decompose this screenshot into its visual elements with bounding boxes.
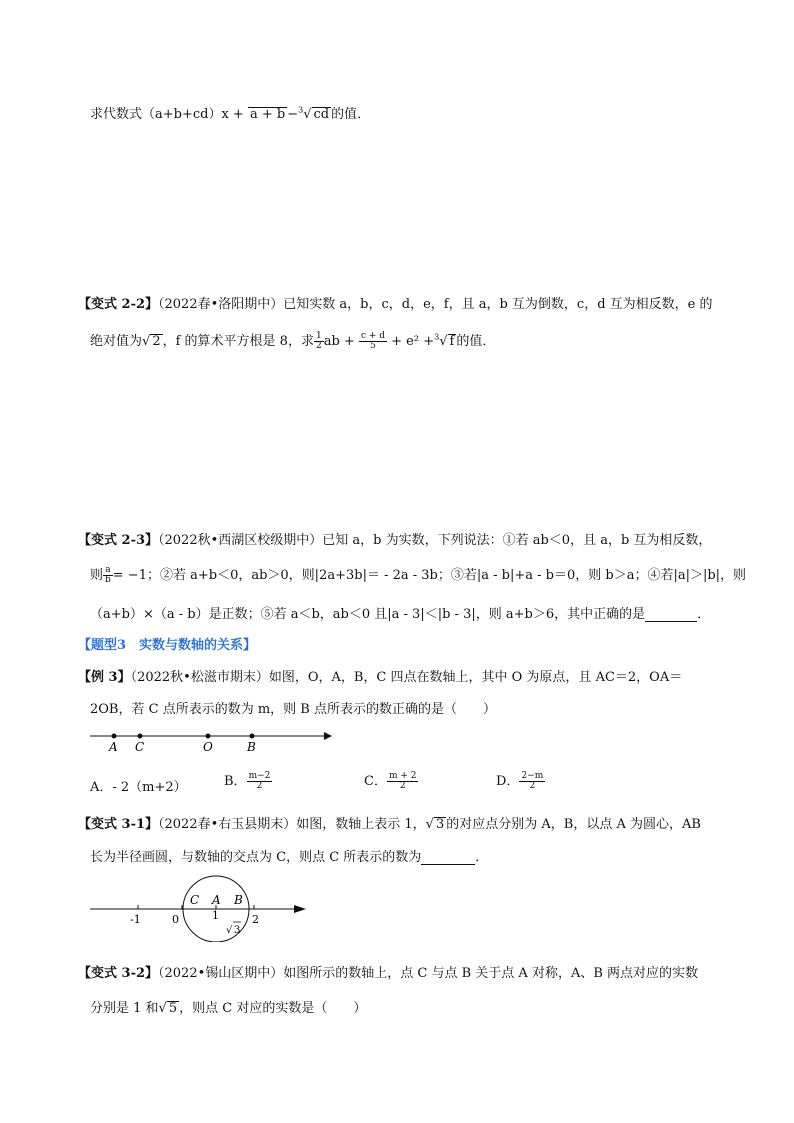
variant-3-2-line2 xyxy=(90,997,366,1016)
option-c-fraction xyxy=(387,772,419,791)
option-letter: B． xyxy=(224,774,247,789)
answer-blank[interactable] xyxy=(421,852,475,865)
option-d[interactable] xyxy=(496,770,545,791)
cube-root-cd: cd xyxy=(313,107,330,122)
option-c[interactable] xyxy=(364,770,418,791)
label-c: C xyxy=(190,893,200,907)
variant-3-2-text1: （2022•锡山区期中）如图所示的数轴上，点 C 与点 B 关于点 A 对称，A、B 两点对应的实数 xyxy=(158,966,699,981)
variant-2-2-line1 xyxy=(78,293,712,312)
numerator: m + 2 xyxy=(388,771,417,781)
radical-sign: √ xyxy=(158,1001,167,1016)
option-d-fraction xyxy=(519,772,545,791)
numerator: a xyxy=(103,566,113,576)
label-b: B xyxy=(247,740,256,754)
point-c xyxy=(138,734,143,739)
sqrt-a-plus-b: a + b xyxy=(249,107,286,122)
example-3-line2 xyxy=(90,698,496,717)
text-segment: + e² + xyxy=(391,334,435,349)
denominator: 2 xyxy=(315,341,322,351)
section-heading-3: 【题型3 实数与数轴的关系】 xyxy=(78,638,257,653)
text-segment: 绝对值为 xyxy=(90,334,143,349)
axis-arrow xyxy=(324,732,332,740)
denominator: 2 xyxy=(529,781,536,791)
radical-sign: √ xyxy=(303,107,312,122)
text-segment: 则 xyxy=(90,568,104,583)
text-segment: 的值． xyxy=(456,334,496,349)
expression-prefix: 求代数式（a+b+cd）x + xyxy=(90,107,244,122)
option-b-fraction xyxy=(247,772,273,791)
text-segment: ． xyxy=(697,607,711,622)
option-letter: A． xyxy=(90,780,113,795)
axis-arrow xyxy=(294,905,306,913)
tick-label-0: 0 xyxy=(172,913,179,926)
option-letter: C． xyxy=(364,774,387,789)
example-3-line1 xyxy=(78,666,682,685)
example-3-tag: 【例 3】 xyxy=(78,670,131,685)
radical-sign: √ xyxy=(439,334,448,349)
radical-sign: √ xyxy=(142,334,151,349)
text-segment: 2OB，若 C 点所表示的数为 m，则 B 点所表示的数正确的是（ ） xyxy=(90,702,496,717)
text-segment: = −1；②若 a+b＜0，ab＞0，则|2a+3b|＝ - 2a - 3b；③若|a - b|+a - b＝0，则 b＞a；④若|a|＞|b|，则 xyxy=(112,568,747,583)
variant-2-3-line1 xyxy=(78,529,711,548)
text-segment: （a+b）×（a - b）是正数；⑤若 a＜b，ab＜0 且|a - 3|＜|b - 3|，则 a+b＞6，其中正确的是 xyxy=(90,607,646,622)
text-segment: 长为半径画圆，与数轴的交点为 C，则点 C 所表示的数为 xyxy=(90,850,422,865)
denominator: b xyxy=(105,575,111,585)
label-b: B xyxy=(234,893,243,907)
variant-3-2-line1 xyxy=(78,962,698,981)
cube-root-f: f xyxy=(449,334,455,349)
variant-2-2-tag: 【变式 2-2】 xyxy=(78,297,159,312)
tick-label-minus-1: -1 xyxy=(130,913,141,926)
label-c: C xyxy=(135,740,145,754)
expression-line xyxy=(90,103,370,122)
tick-label-1: 1 xyxy=(212,909,219,922)
variant-2-3-tag: 【变式 2-3】 xyxy=(78,533,159,548)
expression-suffix: 的值． xyxy=(331,107,371,122)
variant-3-2-tag: 【变式 3-2】 xyxy=(78,966,159,981)
point-o xyxy=(206,734,211,739)
variant-2-2-text1: （2022春•洛阳期中）已知实数 a，b，c，d，e，f，且 a，b 互为倒数，c，d 互为相反数，e 的 xyxy=(158,297,713,312)
text-segment: ，则点 C 对应的实数是（ ） xyxy=(179,1001,367,1016)
label-o: O xyxy=(203,740,213,754)
variant-3-1-line2 xyxy=(90,846,488,865)
numerator: m−2 xyxy=(248,771,271,781)
tick-label-2: 2 xyxy=(252,913,259,926)
numerator: c + d xyxy=(360,331,386,341)
variant-2-2-line2 xyxy=(90,330,495,351)
sqrt-5: 5 xyxy=(168,1001,178,1016)
point-b xyxy=(250,734,255,739)
label-a: A xyxy=(212,893,221,907)
denominator: 2 xyxy=(256,781,263,791)
radical-sign: √ xyxy=(226,925,233,936)
number-line-figure-1 xyxy=(86,722,338,754)
text-segment: （2022春•右玉县期末）如图，数轴上表示 1， xyxy=(158,817,426,832)
sqrt-3-label: 3 xyxy=(234,925,241,936)
minus-sign: − xyxy=(287,107,299,122)
fraction-a-over-b xyxy=(103,566,113,585)
denominator: 2 xyxy=(399,781,406,791)
text-segment: 的对应点分别为 A，B，以点 A 为圆心，AB xyxy=(446,817,701,832)
variant-3-1-line1 xyxy=(78,813,701,832)
sqrt-3: 3 xyxy=(435,817,445,832)
fraction-c-plus-d-over-5 xyxy=(359,332,387,351)
numerator: 2−m xyxy=(521,771,544,781)
radical-sign: √ xyxy=(425,817,434,832)
numerator: 1 xyxy=(315,331,322,341)
option-text: - 2（m+2） xyxy=(112,780,187,795)
text-segment: ab + xyxy=(323,334,355,349)
answer-blank[interactable] xyxy=(645,609,697,622)
example-3-text1: （2022秋•松滋市期末）如图，O，A，B，C 四点在数轴上，其中 O 为原点，且 AC＝2，OA＝ xyxy=(130,670,683,685)
denominator: 5 xyxy=(370,341,376,351)
option-letter: D． xyxy=(496,774,520,789)
variant-2-3-line2 xyxy=(90,564,746,585)
cube-root-index: 3 xyxy=(434,332,440,342)
variant-3-1-tag: 【变式 3-1】 xyxy=(78,817,159,832)
cube-root-index: 3 xyxy=(298,105,304,115)
text-segment: 分别是 1 和 xyxy=(90,1001,159,1016)
fraction-one-half xyxy=(314,332,324,351)
text-segment: ，f 的算术平方根是 8，求 xyxy=(162,334,314,349)
option-b[interactable] xyxy=(224,770,272,791)
text-segment: ． xyxy=(475,850,489,865)
number-line-figure-2 xyxy=(86,872,312,942)
variant-2-3-line3 xyxy=(90,603,710,622)
option-a[interactable] xyxy=(90,776,187,795)
point-a xyxy=(112,734,117,739)
variant-2-3-text1: （2022秋•西湖区校级期中）已知 a，b 为实数，下列说法：①若 ab＜0，且 a，b 互为相反数， xyxy=(158,533,712,548)
label-a: A xyxy=(109,740,118,754)
sqrt-2: 2 xyxy=(152,334,161,349)
